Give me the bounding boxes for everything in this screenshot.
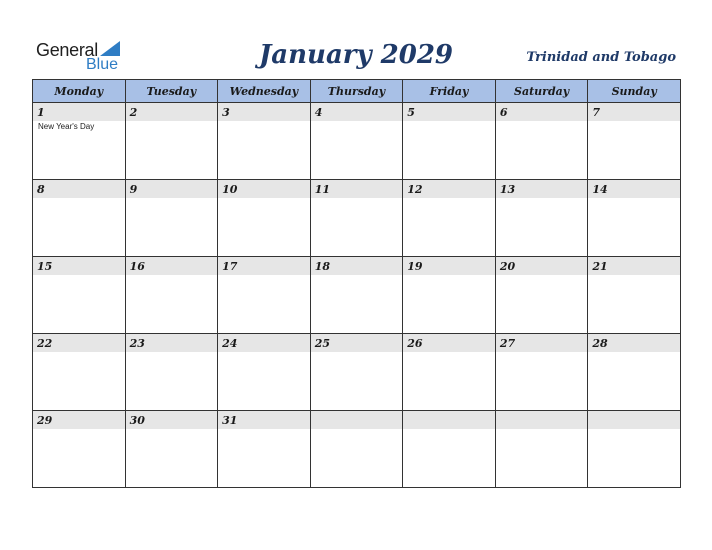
day-cell xyxy=(218,334,311,411)
day-cell xyxy=(125,334,218,411)
day-cell xyxy=(495,180,588,257)
weekday-friday: Friday xyxy=(403,80,496,103)
day-cell xyxy=(588,103,681,180)
holiday-label: New Year's Day xyxy=(38,122,95,131)
week-row xyxy=(33,334,681,411)
logo-triangle-icon xyxy=(100,41,120,56)
day-cell xyxy=(495,103,588,180)
week-row xyxy=(33,103,681,180)
weekday-tuesday: Tuesday xyxy=(125,80,218,103)
day-number: 31 xyxy=(218,411,310,429)
day-number: 14 xyxy=(588,180,680,198)
day-number xyxy=(496,411,588,429)
empty-day-cell xyxy=(403,411,496,488)
day-cell xyxy=(33,103,126,180)
day-number: 17 xyxy=(218,257,310,275)
calendar-title: January 2029 xyxy=(258,40,454,70)
day-cell xyxy=(33,334,126,411)
day-number: 16 xyxy=(126,257,218,275)
empty-day-cell xyxy=(495,411,588,488)
day-number: 23 xyxy=(126,334,218,352)
day-cell xyxy=(588,257,681,334)
weekday-thursday: Thursday xyxy=(310,80,403,103)
day-number: 5 xyxy=(403,103,495,121)
week-row xyxy=(33,411,681,488)
day-number: 13 xyxy=(496,180,588,198)
week-row xyxy=(33,257,681,334)
month-calendar xyxy=(32,79,681,488)
empty-day-cell xyxy=(310,411,403,488)
day-cell xyxy=(125,411,218,488)
day-cell xyxy=(495,334,588,411)
day-cell xyxy=(588,334,681,411)
day-number: 22 xyxy=(33,334,125,352)
day-number: 3 xyxy=(218,103,310,121)
day-number: 28 xyxy=(588,334,680,352)
day-cell xyxy=(33,180,126,257)
weekday-sunday: Sunday xyxy=(588,80,681,103)
day-number: 7 xyxy=(588,103,680,121)
generalblue-logo xyxy=(36,40,136,74)
weekday-monday: Monday xyxy=(33,80,126,103)
day-number: 6 xyxy=(496,103,588,121)
day-number: 21 xyxy=(588,257,680,275)
day-number: 12 xyxy=(403,180,495,198)
day-number: 30 xyxy=(126,411,218,429)
day-cell xyxy=(310,257,403,334)
day-number: 10 xyxy=(218,180,310,198)
day-cell xyxy=(310,334,403,411)
day-cell xyxy=(218,257,311,334)
day-number xyxy=(311,411,403,429)
day-number xyxy=(588,411,680,429)
day-number: 15 xyxy=(33,257,125,275)
day-cell xyxy=(403,103,496,180)
logo-text-blue: Blue xyxy=(86,56,119,73)
weekday-saturday: Saturday xyxy=(495,80,588,103)
day-cell xyxy=(310,103,403,180)
day-number: 18 xyxy=(311,257,403,275)
day-cell xyxy=(33,257,126,334)
day-number: 25 xyxy=(311,334,403,352)
day-number: 1 xyxy=(33,103,125,121)
day-cell xyxy=(218,180,311,257)
day-number: 11 xyxy=(311,180,403,198)
day-number: 20 xyxy=(496,257,588,275)
country-name: Trinidad and Tobago xyxy=(526,50,676,65)
day-cell xyxy=(588,180,681,257)
empty-day-cell xyxy=(588,411,681,488)
day-cell xyxy=(495,257,588,334)
week-row xyxy=(33,180,681,257)
day-cell xyxy=(218,411,311,488)
weekday-header-row xyxy=(33,80,681,103)
day-cell xyxy=(403,180,496,257)
day-number xyxy=(403,411,495,429)
weekday-wednesday: Wednesday xyxy=(218,80,311,103)
day-number: 19 xyxy=(403,257,495,275)
day-cell xyxy=(125,257,218,334)
day-cell xyxy=(125,180,218,257)
day-number: 8 xyxy=(33,180,125,198)
day-cell xyxy=(33,411,126,488)
day-number: 2 xyxy=(126,103,218,121)
day-cell xyxy=(403,257,496,334)
logo-text-general: General xyxy=(36,40,98,60)
day-number: 24 xyxy=(218,334,310,352)
day-cell xyxy=(125,103,218,180)
day-number: 26 xyxy=(403,334,495,352)
day-number: 29 xyxy=(33,411,125,429)
day-cell xyxy=(310,180,403,257)
day-cell xyxy=(218,103,311,180)
day-number: 9 xyxy=(126,180,218,198)
day-number: 27 xyxy=(496,334,588,352)
day-cell xyxy=(403,334,496,411)
day-number: 4 xyxy=(311,103,403,121)
